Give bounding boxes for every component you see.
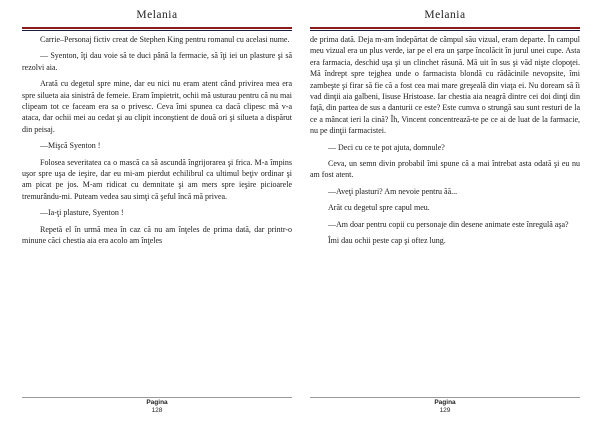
page-right [310,0,580,425]
page-number: 129 [439,407,451,414]
footer-label: Pagina [434,399,456,406]
page-number: 128 [151,407,163,414]
page-left [22,0,292,425]
page-footer [22,397,292,414]
paragraph: Arată cu degetul spre mine, dar eu nici nu eram atent când privirea mea era spre silueta aia sinistră de femeie. Eram împietrit, ochii mă usturau pentru că nu mai clipeam tot ce faceam era sa o privesc. Ceva îmi spunea ca dacă clipesc mă v-a ataca, dar ochii mei au cedat şi au clipit inconştient de două ori şi silueta a dispărut din peisaj. [22,79,292,134]
paragraph: Arăt cu degetul spre capul meu. [328,203,430,213]
header-rule-red [22,27,292,29]
page-body [310,34,580,384]
page-header: Melania [136,9,178,21]
paragraph: —Aveţi plasturi? Am nevoie pentru ăă... [328,186,458,196]
page-header: Melania [424,9,466,21]
paragraph: Ceva, un semn divin probabil îmi spune că a mai întrebat asta odată şi eu nu am fost atent. [310,159,580,180]
header-rule-dark [310,30,580,31]
header-rule-red [310,27,580,29]
paragraph: de prima dată. Deja m-am îndepărtat de câmpul său vizual, eram departe. În campul meu vizual era un plus verde, iar pe el era un şarpe încolăcit în jurul unei cupe. Asta era farmacia, deschid uşa şi un clinchet răsună. Mă uit în sus şi văd nişte clopoţei. Mă îndrept spre tejghea unde o farmacista blondă cu rădăcinile nevopsite, îmi zambeşte şi firar să fie că a fost cea mai mare greşeală din viaţa ei. Nu doream să îi vad dinţii aia galbeni, Iisuse Hristoase. Iar chestia aia neagră dintre cei doi dinţi din faţă, din partea de sus a danturii ce este? Este cumva o strungă sau sunt resturi de la ce a mâncat ieri la cină? Îh, Vincent concentrează-te pe ce ai de luat de la farmacie, nu pe dinţii farmacistei. [310,35,580,136]
paragraph: —Mişcă Syenton ! [40,141,101,151]
paragraph: —Am doar pentru copii cu personaje din desene animate este înregulă aşa? [328,219,569,229]
paragraph: —Ia-ţi plasture, Syenton ! [40,208,124,218]
paragraph: Repetă el în urmă mea în caz că nu am înţeles de prima dată, dar printr-o minune căci chestia aia era acolo am înţeles [22,224,292,246]
page-footer [310,397,580,414]
paragraph: — Syenton, îţi dau voie să te duci până la fermacie, să îţi iei un plasture şi să rezolvi aia. [22,51,292,72]
paragraph: Folosea severitatea ca o mască ca să ascundă îngrijorarea şi frica. M-a împins uşor spre uşa de ieşire, dar eu mi-am pierdut echilibrul ca ultimul beţiv ordinar şi am picat pe jos. M-am ridicat cu demnitate şi am mers spre ieşire picioarele tremurându-mi. Puteam vedea sau simţi că şeful încă mă privea. [22,157,292,201]
footer-label: Pagina [146,399,168,406]
paragraph: Carrie–Personaj fictiv creat de Stephen King pentru romanul cu acelasi nume. [40,35,290,44]
paragraph: Îmi dau ochii peste cap şi oftez lung. [328,236,446,246]
header-rule-dark [22,30,292,31]
page-body [22,34,292,384]
paragraph: — Deci cu ce te pot ajuta, domnule? [328,142,445,152]
